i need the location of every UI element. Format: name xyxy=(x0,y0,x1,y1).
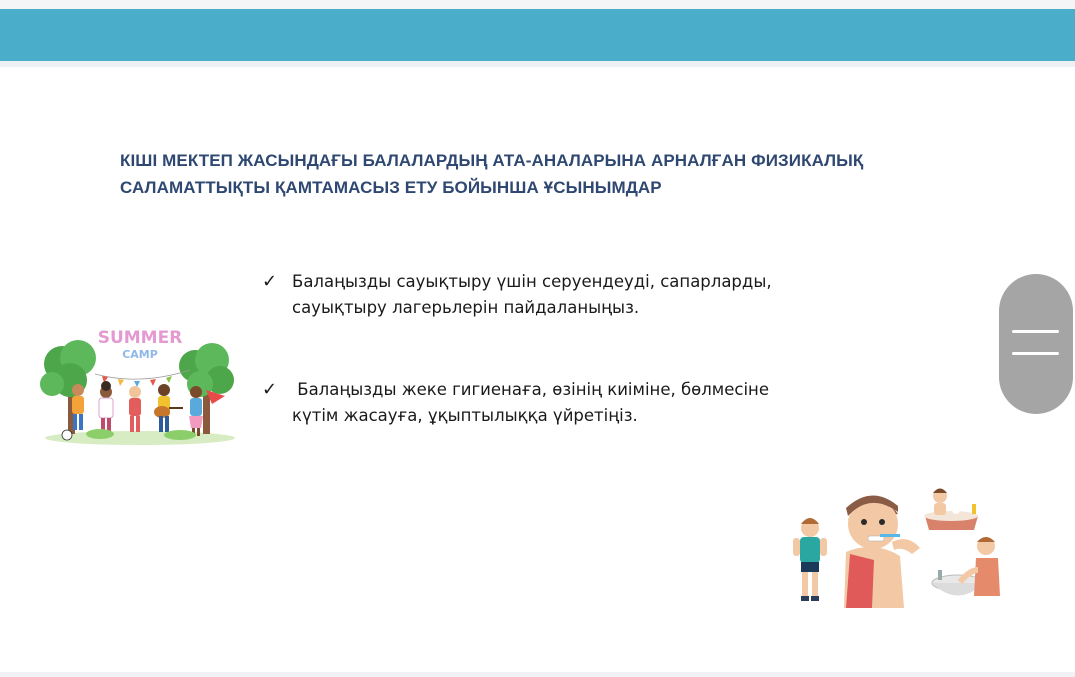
menu-icon-bar xyxy=(1012,330,1059,333)
summer-text: SUMMER xyxy=(97,328,183,348)
slide-title xyxy=(120,147,980,201)
bullet-item xyxy=(262,269,772,321)
bullet-line: сауықтыру лагерьлерін пайдаланыңыз. xyxy=(292,298,640,317)
bullet-text xyxy=(292,377,769,429)
bullet-item xyxy=(262,377,769,429)
bullet-text xyxy=(292,269,772,321)
bottom-divider xyxy=(0,672,1075,677)
header-band xyxy=(0,9,1075,61)
summer-camp-illustration xyxy=(40,312,240,447)
top-strip xyxy=(0,0,1075,9)
hygiene-illustration xyxy=(780,478,1005,613)
header-shadow xyxy=(0,61,1075,67)
camp-text: CAMP xyxy=(122,348,158,361)
hygiene-artwork xyxy=(780,478,1005,613)
bullet-line: Балаңызды жеке гигиенаға, өзінің киіміне, бөлмесіне xyxy=(292,380,769,399)
bullet-line: Балаңызды сауықтыру үшін серуендеуді, сапарларды, xyxy=(292,272,772,291)
bullet-line: күтім жасауға, ұқыптылыққа үйретіңіз. xyxy=(292,406,638,425)
menu-icon-bar xyxy=(1012,352,1059,355)
slide-title-line: САЛАМАТТЫҚТЫ ҚАМТАМАСЫЗ ЕТУ БОЙЫНША ҰСЫНЫМДАР xyxy=(120,178,662,197)
check-icon: ✓ xyxy=(262,271,278,292)
check-icon: ✓ xyxy=(262,379,278,400)
slide-title-line: КІШІ МЕКТЕП ЖАСЫНДАҒЫ БАЛАЛАРДЫҢ АТА-АНАЛАРЫНА АРНАЛҒАН ФИЗИКАЛЫҚ xyxy=(120,151,864,170)
summer-camp-artwork xyxy=(40,312,240,447)
menu-handle-button[interactable] xyxy=(999,274,1073,414)
